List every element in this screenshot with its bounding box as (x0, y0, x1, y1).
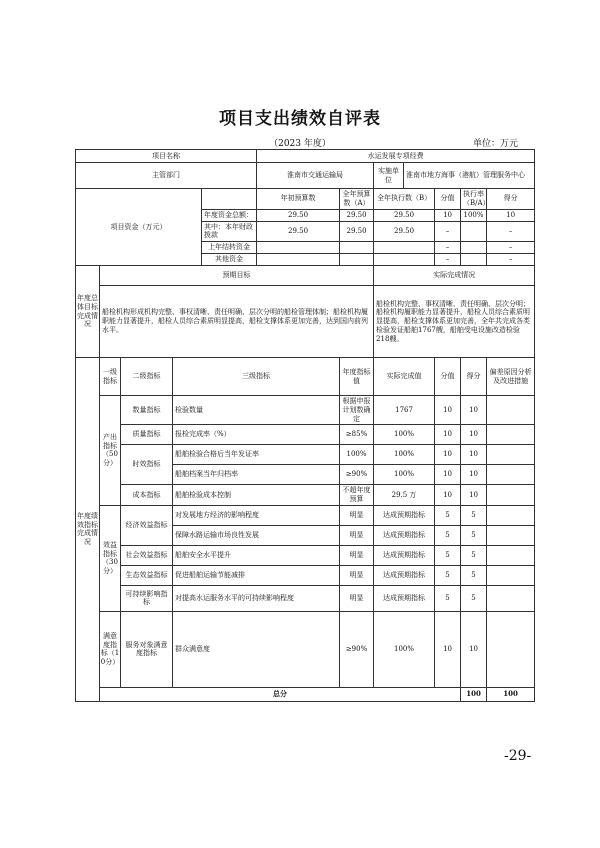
funds-header-budget-full: 全年预算数（A） (340, 189, 374, 210)
output-indicator-label: 产出指标（50分） (100, 396, 121, 506)
perf-header-row (76, 358, 535, 396)
funds-cell (340, 242, 374, 254)
l3-indicator: 船舶检验成本控制 (173, 485, 340, 506)
l3-indicator: 促进船舶运输节能减排 (173, 565, 340, 585)
perf-header-actual: 实际完成值 (374, 358, 435, 396)
expected-goal-header: 预期目标 (100, 266, 374, 286)
l3-indicator: 对提高水运服务水平的可持续影响程度 (173, 585, 340, 611)
unit-label: 单位：万元 (473, 139, 519, 149)
dept-value: 淮南市交通运输局 (257, 163, 374, 189)
actual-value: 100% (374, 425, 435, 445)
reason-value (487, 485, 535, 506)
points-value: 10 (461, 611, 487, 687)
overall-header-row (76, 266, 535, 286)
funds-header-row (76, 189, 535, 210)
perf-section-label: 年度绩效指标完成情况 (76, 358, 100, 702)
funds-cell: – (487, 254, 535, 266)
score-value: 10 (435, 485, 461, 506)
reason-value (487, 565, 535, 585)
funds-cell (257, 242, 340, 254)
funds-cell: – (487, 221, 535, 242)
target-value: ≥90% (340, 465, 374, 485)
funds-label: 项目资金（万元） (76, 189, 202, 266)
target-value: 明显 (340, 525, 374, 545)
l3-indicator: 群众满意度 (173, 611, 340, 687)
actual-value: 100% (374, 611, 435, 687)
score-value: 10 (435, 445, 461, 465)
funds-row-label: 上年结转资金 (202, 242, 257, 254)
funds-cell (461, 242, 487, 254)
actual-completion-header: 实际完成情况 (374, 266, 535, 286)
impl-value: 淮南市地方海事（港航）管理服务中心 (404, 163, 535, 189)
l2-economic: 经济效益指标 (121, 505, 173, 545)
perf-row (76, 585, 535, 611)
department-row (76, 163, 535, 189)
actual-completion-text: 船检机构完整、事权清晰、责任明确、层次分明；船检机构履职能力显著提升，船检人员综合素质明显提高，船检支撑体系更加完善，全年共完成各类检验发证船舶1767艘，船舶受电设施改造检验218艘。 (374, 286, 535, 358)
points-value: 10 (461, 396, 487, 425)
funds-cell: 10 (435, 209, 461, 221)
project-name-value: 水运发展专项经费 (257, 150, 535, 163)
actual-value: 100% (374, 465, 435, 485)
target-value: 明显 (340, 545, 374, 565)
target-value: 明显 (340, 565, 374, 585)
target-value: ≥85% (340, 425, 374, 445)
l2-sustain: 可持续影响指标 (121, 585, 173, 611)
target-value: 明显 (340, 505, 374, 525)
funds-cell (374, 242, 435, 254)
score-value: 10 (435, 396, 461, 425)
funds-cell: – (435, 254, 461, 266)
impl-label: 实施单位 (374, 163, 404, 189)
perf-row (76, 611, 535, 687)
points-value: 5 (461, 505, 487, 525)
points-value: 10 (461, 445, 487, 465)
funds-cell (340, 254, 374, 266)
reason-value (487, 585, 535, 611)
perf-header-points: 得分 (461, 358, 487, 396)
score-value: 10 (435, 465, 461, 485)
page-number: -29- (504, 748, 532, 764)
funds-row-label: 年度资金总额： (202, 209, 257, 221)
funds-row-label: 其他资金 (202, 254, 257, 266)
actual-value: 100% (374, 445, 435, 465)
funds-cell (374, 254, 435, 266)
perf-header-level3: 三级指标 (173, 358, 340, 396)
project-name-label: 项目名称 (76, 150, 257, 163)
l2-quality: 质量指标 (121, 425, 173, 445)
target-value: ≥90% (340, 611, 374, 687)
target-value: 100% (340, 445, 374, 465)
l3-indicator: 报检完成率（%） (173, 425, 340, 445)
funds-cell: 29.50 (340, 221, 374, 242)
actual-value: 达成预期指标 (374, 565, 435, 585)
reason-value (487, 505, 535, 525)
l2-service: 服务对象满意度指标 (121, 611, 173, 687)
actual-value: 达成预期指标 (374, 505, 435, 525)
reason-value (487, 525, 535, 545)
project-name-row (76, 150, 535, 163)
funds-cell: 100% (461, 209, 487, 221)
reason-value (487, 545, 535, 565)
perf-row (76, 485, 535, 506)
funds-header-points: 得分 (487, 189, 535, 210)
l2-cost: 成本指标 (121, 485, 173, 506)
total-points: 100 (487, 687, 535, 701)
funds-cell (257, 254, 340, 266)
funds-cell: 29.50 (340, 209, 374, 221)
funds-cell: – (487, 242, 535, 254)
funds-cell (461, 221, 487, 242)
perf-row (76, 565, 535, 585)
actual-value: 1767 (374, 396, 435, 425)
score-value: 5 (435, 585, 461, 611)
perf-header-target: 年度指标值 (340, 358, 374, 396)
expected-goal-text: 船检机构形成机构完整、事权清晰、责任明确、层次分明的船检管理体制；船检机构履职能力显著提升，船检人员综合素质明显提高，船检支撑体系更加完善，达到国内前列水平。 (100, 286, 374, 358)
benefit-indicator-label: 效益指标（30分） (100, 505, 121, 611)
satisfaction-indicator-label: 满意度指标（10分） (100, 611, 121, 687)
total-label: 总分 (100, 687, 461, 701)
funds-cell: 29.50 (257, 221, 340, 242)
l3-indicator: 保障水路运输市场良性发展 (173, 525, 340, 545)
overall-goal-label: 年度总体目标完成情况 (76, 266, 100, 358)
funds-cell: 29.50 (374, 209, 435, 221)
funds-cell (461, 254, 487, 266)
score-value: 5 (435, 525, 461, 545)
perf-header-level2: 二级指标 (121, 358, 173, 396)
funds-cell: 29.50 (257, 209, 340, 221)
page-title: 项目支出绩效自评表 (219, 109, 381, 129)
performance-table (75, 149, 535, 702)
reason-value (487, 465, 535, 485)
target-value: 明显 (340, 585, 374, 611)
actual-value: 达成预期指标 (374, 525, 435, 545)
score-value: 10 (435, 425, 461, 445)
score-value: 5 (435, 565, 461, 585)
points-value: 5 (461, 525, 487, 545)
perf-header-level1: 一级指标 (100, 358, 121, 396)
perf-row (76, 545, 535, 565)
reason-value (487, 611, 535, 687)
actual-value: 达成预期指标 (374, 585, 435, 611)
points-value: 5 (461, 585, 487, 611)
perf-row (76, 505, 535, 525)
funds-header-executed: 全年执行数（B） (374, 189, 435, 210)
perf-row (76, 425, 535, 445)
perf-row (76, 445, 535, 465)
l3-indicator: 船舶档案当年归档率 (173, 465, 340, 485)
l2-eco: 生态效益指标 (121, 565, 173, 585)
overall-content-row (76, 286, 535, 358)
l3-indicator: 检验数量 (173, 396, 340, 425)
l2-social: 社会效益指标 (121, 545, 173, 565)
actual-value: 达成预期指标 (374, 545, 435, 565)
funds-cell: – (435, 221, 461, 242)
points-value: 10 (461, 425, 487, 445)
points-value: 10 (461, 485, 487, 506)
total-score: 100 (461, 687, 487, 701)
score-value: 10 (435, 611, 461, 687)
reason-value (487, 425, 535, 445)
reason-value (487, 396, 535, 425)
perf-header-score: 分值 (435, 358, 461, 396)
total-row (76, 687, 535, 701)
l3-indicator: 对发展地方经济的影响程度 (173, 505, 340, 525)
actual-value: 29.5 万 (374, 485, 435, 506)
funds-header-score: 分值 (435, 189, 461, 210)
l3-indicator: 船舶检验合格后当年发证率 (173, 445, 340, 465)
target-value: 根据申报计划数确定 (340, 396, 374, 425)
funds-cell: 29.50 (374, 221, 435, 242)
target-value: 不超年度预算 (340, 485, 374, 506)
points-value: 10 (461, 465, 487, 485)
perf-row (76, 396, 535, 425)
l3-indicator: 船舶安全水平提升 (173, 545, 340, 565)
funds-cell: 10 (487, 209, 535, 221)
perf-header-reason: 偏差原因分析及改进措施 (487, 358, 535, 396)
l2-time: 时效指标 (121, 445, 173, 485)
funds-row-label: 其中：本年财政拨款 (202, 221, 257, 242)
reason-value (487, 445, 535, 465)
points-value: 5 (461, 545, 487, 565)
funds-header-blank (202, 189, 257, 210)
funds-header-budget-start: 年初预算数 (257, 189, 340, 210)
score-value: 5 (435, 545, 461, 565)
dept-label: 主管部门 (76, 163, 257, 189)
score-value: 5 (435, 505, 461, 525)
points-value: 5 (461, 565, 487, 585)
funds-cell: – (435, 242, 461, 254)
report-year: （2023 年度） (269, 139, 331, 149)
l2-quantity: 数量指标 (121, 396, 173, 425)
funds-header-rate: 执行率（B/A） (461, 189, 487, 210)
